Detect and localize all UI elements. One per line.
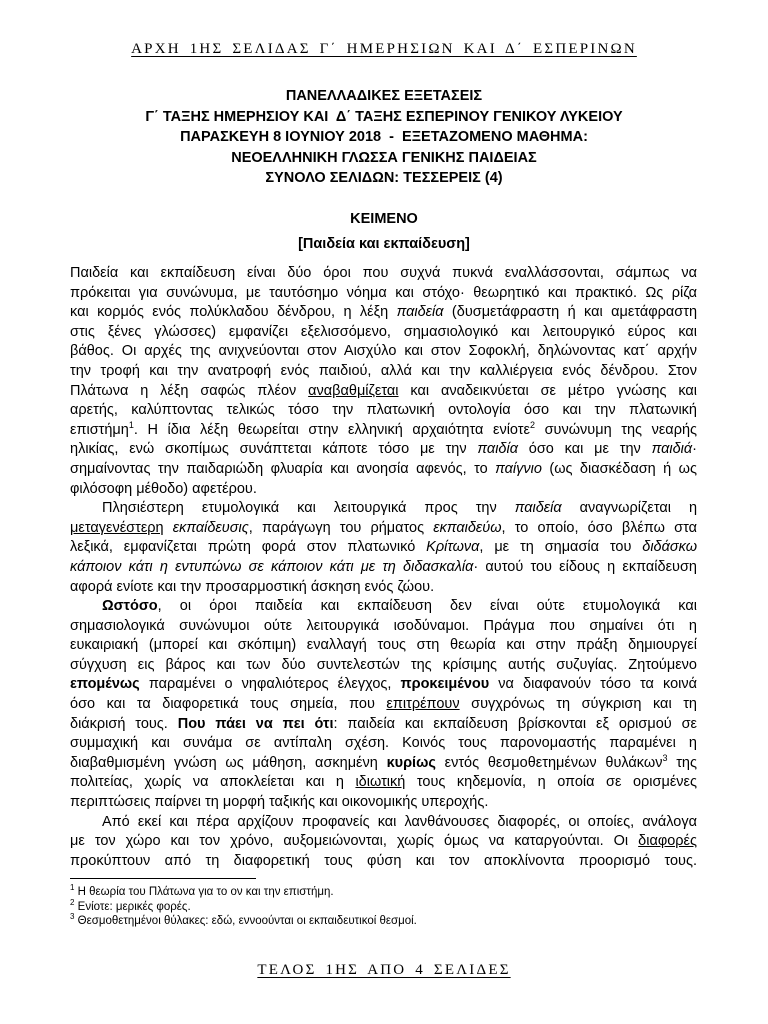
bold-term: προκειμένου <box>400 676 490 693</box>
bold-term: Που πάει να πει ότι <box>177 715 334 732</box>
page-footer: ΤΕΛΟΣ 1ΗΣ ΑΠΟ 4 ΣΕΛΙΔΕΣ <box>257 962 511 978</box>
bold-term: κυρίως <box>386 754 436 771</box>
text-line: μεταγενέστερη εκπαίδευσις, παράγωγη του ρήματος εκπαιδεύω, το οποίο, όσο βλέπω στα <box>70 519 697 536</box>
italic-term: εκπαίδευσις <box>172 519 249 536</box>
footnote-number: 3 <box>70 912 75 922</box>
footnote-number: 2 <box>70 897 75 907</box>
bold-term: Ωστόσο <box>102 598 158 615</box>
exam-title-block <box>0 86 768 189</box>
italic-term: παιδιά <box>651 441 693 458</box>
text-line: πρόκειται για συνώνυμα, με ταυτόσημο νόημα και στόχο· θεωρητικό και πρακτικό. Ως ρίζα <box>70 284 697 301</box>
text-line: Από εκεί και πέρα αρχίζουν προφανείς και λανθάνουσες διαφορές, οι οποίες, ανάλογα <box>102 813 697 830</box>
underlined-term: επιτρέπουν <box>386 696 460 713</box>
text-line: συμμαχική και συνάμα σε αντίπαλη σχέση. Κοινός τους παρονομαστής παραμένει η <box>70 735 697 752</box>
footnote-number: 1 <box>70 883 75 893</box>
body-text <box>70 264 697 871</box>
text-line: με τον χώρο και τον χρόνο, αυξομειώνονται, χωρίς όμως να καταργούνται. Οι διαφορές <box>70 833 697 850</box>
text-line: φιλόσοφη μέθοδο) αφετέρου. <box>70 480 257 497</box>
italic-term: παιδία <box>477 441 518 458</box>
underlined-term: αναβαθμίζεται <box>308 382 399 399</box>
text-line: επομένως παραμένει ο νηφαλιότερος έλεγχος, προκειμένου να διαφανούν τόσο τα κοινά <box>70 676 697 693</box>
exam-title-line: ΠΑΡΑΣΚΕΥΗ 8 ΙΟΥΝΙΟΥ 2018 - ΕΞΕΤΑΖΟΜΕΝΟ ΜΑΘΗΜΑ: <box>180 129 588 145</box>
italic-term: διδάσκω <box>642 539 697 556</box>
bold-term: επομένως <box>70 676 140 693</box>
footnote: $^2$ Ενίοτε: μερικές φορές. <box>70 897 191 913</box>
footnote: $^1$ Η θεωρία του Πλάτωνα για το ον και την επιστήμη. <box>70 883 334 898</box>
text-line: αφορά ενίοτε και την προσαρμοστική άσκηση ενός ζώου. <box>70 578 435 595</box>
footnote-marker: 1 <box>128 420 134 430</box>
text-line: Πλησιέστερη ετυμολογικά και λειτουργικά προς την παιδεία αναγνωρίζεται η <box>102 500 697 517</box>
footnotes <box>70 885 697 929</box>
text-line: επιστήμη$^1$. Η ίδια λέξη θεωρείται στην ελληνική αρχαιότητα ενίοτε$^2$ συνώνυμη της νεαρής <box>70 420 697 438</box>
italic-term: εκπαιδεύω <box>433 519 502 536</box>
text-line: πολιτείας, χωρίς να αποκλείεται και η ιδιωτική τους κηδεμονία, η οποία σε ορισμένες <box>70 774 697 791</box>
text-line: σημασιολογικά συνώνυμοι ούτε λειτουργικά ισοδύναμοι. Πράγμα που σημαίνει ότι η <box>70 617 697 634</box>
exam-title-line: Γ΄ ΤΑΞΗΣ ΗΜΕΡΗΣΙΟΥ ΚΑΙ Δ΄ ΤΑΞΗΣ ΕΣΠΕΡΙΝΟΥ ΓΕΝΙΚΟΥ ΛΥΚΕΙΟΥ <box>145 108 623 125</box>
exam-title-line: ΠΑΝΕΛΛΑΔΙΚΕΣ ΕΞΕΤΑΣΕΙΣ <box>285 88 483 104</box>
text-line: διάκρισή τους. Που πάει να πει ότι: παιδεία και εκπαίδευση βρίσκονται εξ ορισμού σε <box>70 715 697 732</box>
text-line: Ωστόσο, οι όροι παιδεία και εκπαίδευση δεν είναι ούτε ετυμολογικά και <box>102 598 697 615</box>
text-line: διαβαθμισμένη γνώση ως μάθηση, ασκημένη κυρίως εντός θεσμοθετημένων θυλάκων$^3$ της <box>70 753 697 771</box>
footnote-marker: 2 <box>529 420 535 430</box>
section-title: ΚΕΙΜΕΝΟ <box>350 211 418 227</box>
italic-term: παίγνιο <box>495 460 542 477</box>
text-line: στις ξένες γλώσσες) εμφανίζει εξελισσόμενο, σημασιολογικό και λειτουργικό εύρος και <box>70 323 697 340</box>
text-line: Παιδεία και εκπαίδευση είναι δύο όροι που συχνά πυκνά εναλλάσσονται, σάμπως να <box>70 265 697 281</box>
text-line: κάποιον κάτι η εντυπώνω σε κάποιον κάτι με τη διδασκαλία· αυτού του είδους η εκπαίδευση <box>70 558 697 575</box>
underlined-term: διαφορές <box>638 833 697 850</box>
text-line: προκύπτουν από τη διαφορετική τους φύση και τον αποκλίνοντα προορισμό τους. <box>70 852 697 869</box>
italic-term: παιδεία <box>396 304 444 321</box>
italic-term: παιδεία <box>514 500 562 517</box>
exam-title-line: ΝΕΟΕΛΛΗΝΙΚΗ ΓΛΩΣΣΑ ΓΕΝΙΚΗΣ ΠΑΙΔΕΙΑΣ <box>231 149 537 166</box>
underlined-term: ιδιωτική <box>355 774 406 791</box>
text-subtitle: [Παιδεία και εκπαίδευση] <box>298 236 470 252</box>
text-line: ευκαιριακή (μπορεί και σκόπιμη) εναλλαγή τους στη θεωρία και στην πράξη δημιουργεί <box>70 637 697 654</box>
text-line: αρετής, καλύπτοντας τελικώς τόσο την πλατωνική οντολογία όσο και την πλατωνική <box>70 402 697 419</box>
italic-term: κάποιον κάτι η εντυπώνω σε κάποιον κάτι με τη διδασκαλία <box>70 558 474 575</box>
footnote-divider <box>70 878 256 879</box>
footnote: $^3$ Θεσμοθετημένοι θύλακες: εδώ, εννοούνται οι εκπαιδευτικοί θεσμοί. <box>70 912 417 927</box>
text-line: όσο και τα διαφορετικά τους σημεία, που επιτρέπουν συγχρόνως τη σύγκριση και τη <box>70 696 697 713</box>
text-line: την τροφή και την ανατροφή ενός παιδιού, αλλά και την καλλιέργεια ενός δένδρου. Στον <box>70 362 697 379</box>
text-line: σημαίνοντας την παιδαριώδη φλυαρία και ανοησία αφενός, το παίγνιο (ως διασκέδαση ή ως <box>70 460 697 477</box>
text-line: σύγχυση εις βάρος και των δύο συντελεστών της κρίσιμης αυτής συζυγίας. Ζητούμενο <box>70 656 697 673</box>
exam-title-line: ΣΥΝΟΛΟ ΣΕΛΙΔΩΝ: ΤΕΣΣΕΡΕΙΣ (4) <box>265 170 503 186</box>
italic-term: Κρίτωνα <box>426 539 480 556</box>
underlined-term: μεταγενέστερη <box>70 519 164 536</box>
text-line: λεξικά, εμφανίζεται πρώτη φορά στον πλατωνικό Κρίτωνα, με τη σημασία του διδάσκω <box>70 539 697 556</box>
footnote-marker: 3 <box>662 753 668 764</box>
text-line: περιπτώσεις παίρνει τη μορφή ταξικής και οικονομικής υπεροχής. <box>70 794 489 811</box>
text-line: ηλικίας, ενώ σκοπίμως συνάπτεται κάποτε τόσο με την παιδία όσο και με την παιδιά· <box>70 441 697 458</box>
page-header: ΑΡΧΗ 1ΗΣ ΣΕΛΙΔΑΣ Γ΄ ΗΜΕΡΗΣΙΩΝ ΚΑΙ Δ΄ ΕΣΠΕΡΙΝΩΝ <box>131 41 637 57</box>
text-line: Πλάτωνα η λέξη σαφώς πλέον αναβαθμίζεται και αναδεικνύεται σε μέτρο γνώσης και <box>70 382 697 399</box>
text-line: και κορμός ενός πολύκλαδου δένδρου, η λέξη παιδεία (δυσμετάφραστη ή και αμετάφραστη <box>70 304 697 321</box>
text-line: βάθος. Οι αρχές της ανιχνεύονται στον Αισχύλο και στον Σοφοκλή, δηλώνοντας κατ΄ αρχήν <box>70 343 697 360</box>
